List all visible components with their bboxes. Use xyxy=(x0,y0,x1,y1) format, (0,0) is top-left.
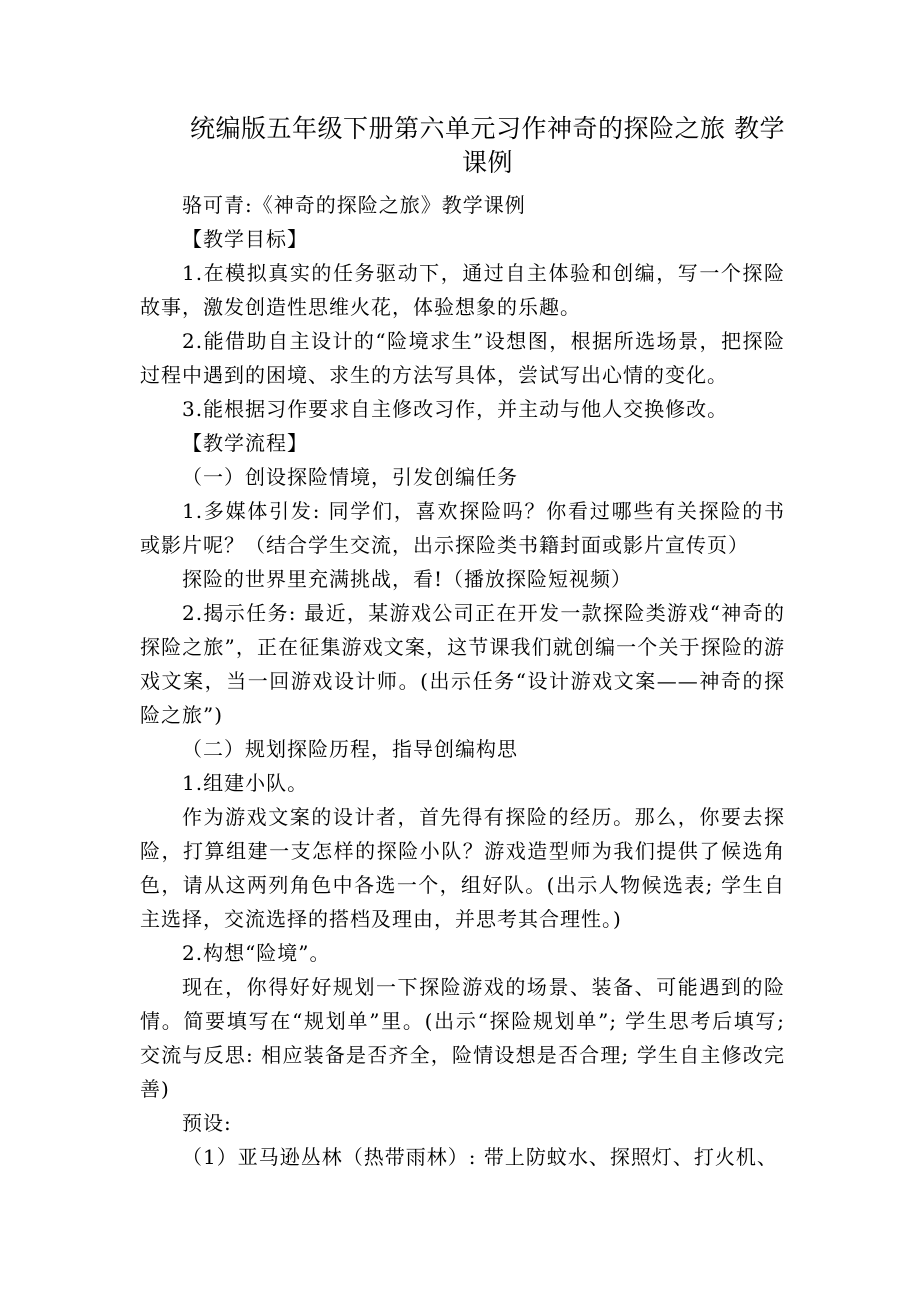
document-title: 统编版五年级下册第六单元习作神奇的探险之旅 教学课例 xyxy=(190,114,785,177)
paragraph-preset: 预设: xyxy=(182,1111,232,1135)
paragraph-task: 2.揭示任务: 最近，某游戏公司正在开发一款探险类游戏“神奇的探险之旅”，正在征集游戏文案，这节课我们就创编一个关于探险的游戏文案，当一回游戏设计师。(出示任务“设计游戏文案——神奇的探险之旅”) xyxy=(140,601,785,727)
paragraph-plan: 现在，你得好好规划一下探险游戏的场景、装备、可能遇到的险情。简要填写在“规划单”里。(出示“探险规划单”; 学生思考后填写; 交流与反思: 相应装备是否齐全，险情设想是否合理; 学生自主修改完善) xyxy=(140,975,785,1101)
step-heading-1: （一）创设探险情境，引发创编任务 xyxy=(182,465,518,489)
subheading-danger: 2.构想“险境”。 xyxy=(182,941,331,965)
paragraph-team: 作为游戏文案的设计者，首先得有探险的经历。那么，你要去探险，打算组建一支怎样的探险小队？游戏造型师为我们提供了候选角色，请从这两列角色中各选一个，组好队。(出示人物候选表; 学生自主选择，交流选择的搭档及理由，并思考其合理性。) xyxy=(140,805,785,931)
objective-2: 2.能借助自主设计的“险境求生”设想图，根据所选场景，把探险过程中遇到的困境、求生的方法写具体，尝试写出心情的变化。 xyxy=(140,329,785,387)
author-line: 骆可青:《神奇的探险之旅》教学课例 xyxy=(182,193,526,217)
step-heading-2: （二）规划探险历程，指导创编构思 xyxy=(182,737,518,761)
subheading-team: 1.组建小队。 xyxy=(182,771,309,795)
section-heading-objectives: 【教学目标】 xyxy=(182,227,308,251)
paragraph-media-intro: 1.多媒体引发: 同学们，喜欢探险吗？你看过哪些有关探险的书或影片呢？（结合学生交流，出示探险类书籍封面或影片宣传页） xyxy=(140,499,785,557)
objective-3: 3.能根据习作要求自主修改习作，并主动与他人交换修改。 xyxy=(182,397,729,421)
document-page xyxy=(140,112,785,1174)
paragraph-video: 探险的世界里充满挑战，看!（播放探险短视频） xyxy=(182,567,633,591)
section-heading-process: 【教学流程】 xyxy=(182,431,308,455)
paragraph-amazon: （1）亚马逊丛林（热带雨林）: 带上防蚊水、探照灯、打火机、 xyxy=(182,1145,778,1169)
objective-1: 1.在模拟真实的任务驱动下，通过自主体验和创编，写一个探险故事，激发创造性思维火花，体验想象的乐趣。 xyxy=(140,261,785,319)
